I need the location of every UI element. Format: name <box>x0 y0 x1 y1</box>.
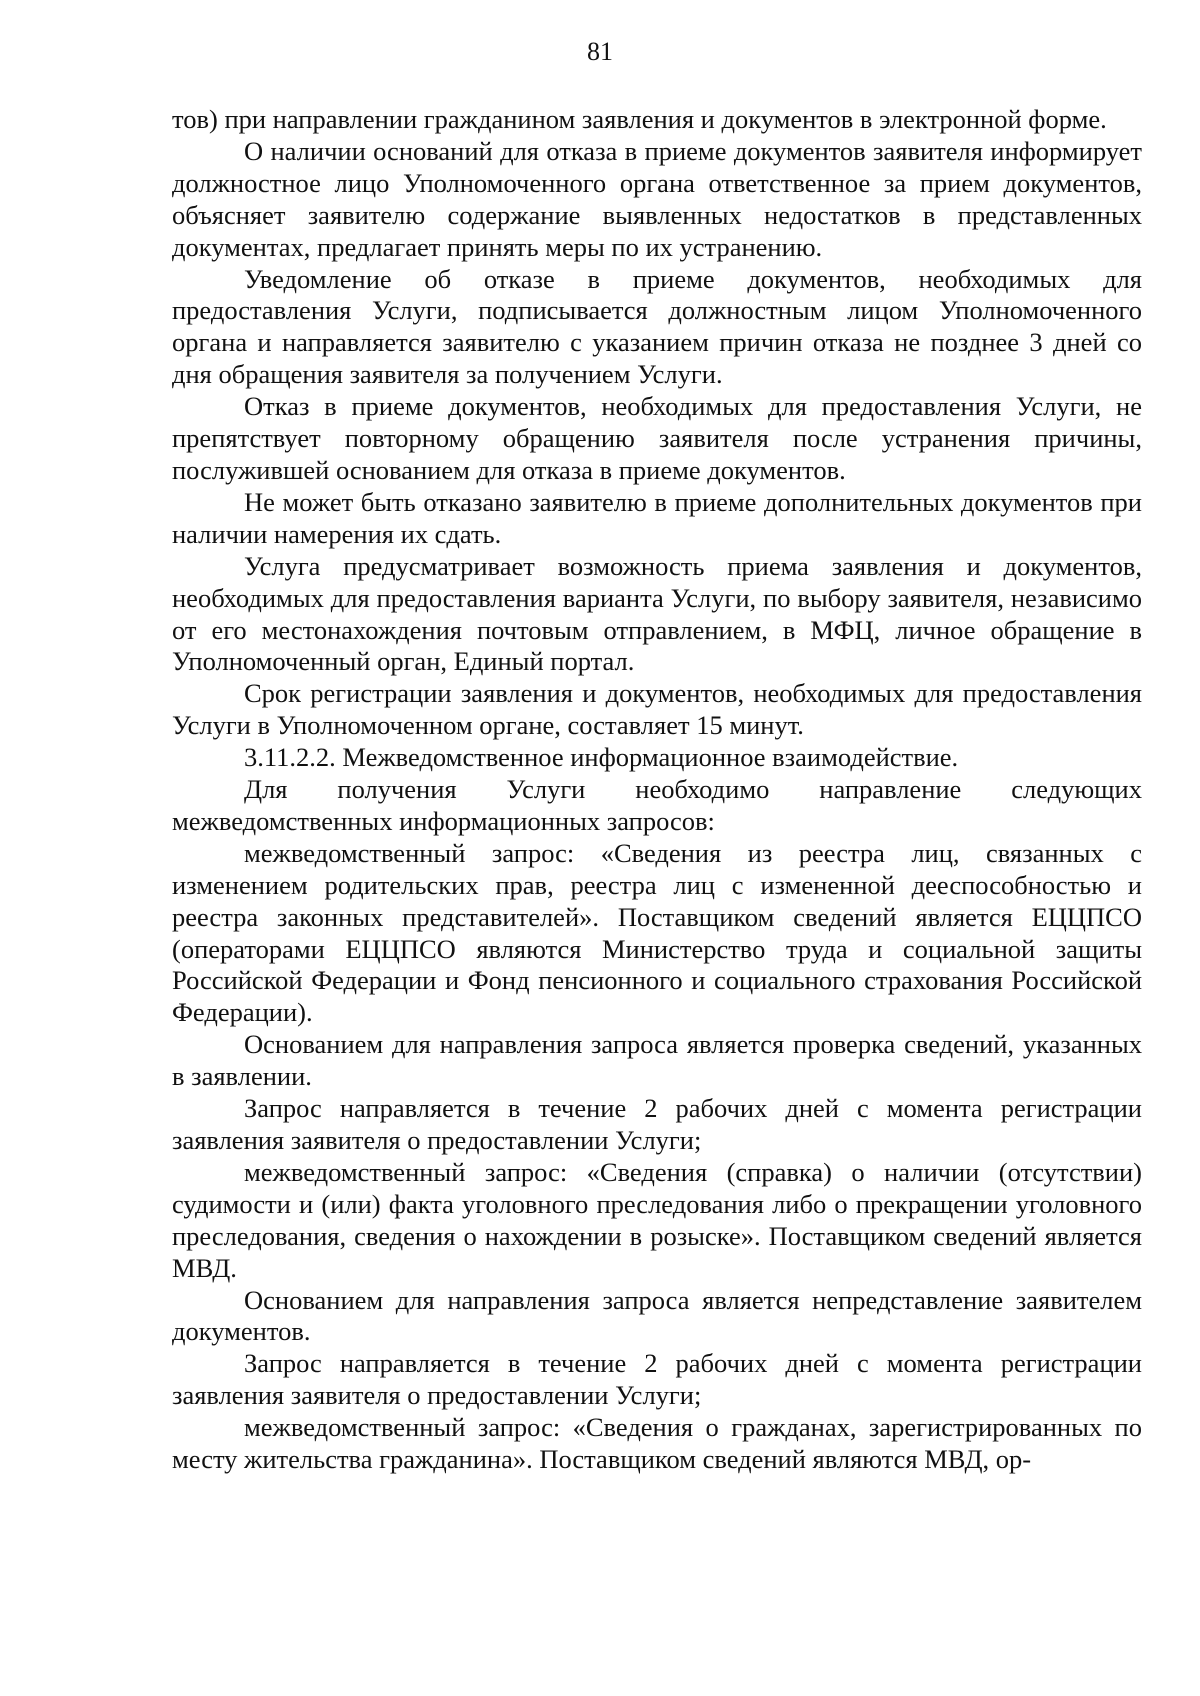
paragraph-request-criminal-record: межведомственный запрос: «Сведения (справка) о наличии (отсутствии) судимости и (или) факта уголовного преследования либо о прекращении уголовного преследования, сведения о нахождении в розыске». Поставщиком сведений является МВД. <box>172 1156 1142 1283</box>
paragraph-requests-intro: Для получения Услуги необходимо направление следующих межведомственных информационных запросов: <box>172 774 1142 836</box>
paragraph-refusal-grounds: О наличии оснований для отказа в приеме документов заявителя информирует должностное лицо Уполномоченного органа ответственное за прием документов, объясняет заявителю содержание выявленных недостатков в представленных документах, предлагает принять меры по их устранению. <box>172 135 1142 262</box>
paragraph-request-basis-1: Основанием для направления запроса является проверка сведений, указанных в заявлении. <box>172 1029 1142 1092</box>
paragraph-refusal-notice: Уведомление об отказе в приеме документов, необходимых для предоставления Услуги, подписывается должностным лицом Уполномоченного органа и направляется заявителю с указанием причин отказа не позднее 3 дней со дня обращения заявителя за получением Услуги. <box>172 263 1142 390</box>
body-text <box>172 104 1142 1476</box>
section-heading-3-11-2-2: 3.11.2.2. Межведомственное информационное взаимодействие. <box>244 742 959 773</box>
paragraph-registration-term: Срок регистрации заявления и документов, необходимых для предоставления Услуги в Уполномоченном органе, составляет 15 минут. <box>172 678 1142 741</box>
page-number: 81 <box>587 37 613 66</box>
paragraph-request-residence: межведомственный запрос: «Сведения о гражданах, зарегистрированных по месту жительства гражданина». Поставщиком сведений являются МВД, ор- <box>172 1412 1142 1475</box>
paragraph-request-term-1: Запрос направляется в течение 2 рабочих дней с момента регистрации заявления заявителя о предоставлении Услуги; <box>172 1093 1142 1155</box>
paragraph-continuation: тов) при направлении гражданином заявления и документов в электронной форме. <box>172 104 1107 134</box>
paragraph-request-term-2: Запрос направляется в течение 2 рабочих дней с момента регистрации заявления заявителя о предоставлении Услуги; <box>172 1348 1142 1411</box>
paragraph-request-basis-2: Основанием для направления запроса является непредставление заявителем документов. <box>172 1284 1142 1347</box>
paragraph-submission-methods: Услуга предусматривает возможность приема заявления и документов, необходимых для предоставления варианта Услуги, по выбору заявителя, независимо от его местонахождения почтовым отправлением, в МФЦ, личное обращение в Уполномоченный орган, Единый портал. <box>172 550 1142 677</box>
paragraph-request-registry: межведомственный запрос: «Сведения из реестра лиц, связанных с изменением родительских прав, реестра лиц с измененной дееспособностью и реестра законных представителей». Поставщиком сведений является ЕЦЦПСО (операторами ЕЦЦПСО являются Министерство труда и социальной защиты Российской Федерации и Фонд пенсионного и социального страхования Российской Федерации). <box>172 837 1142 1028</box>
paragraph-refusal-no-obstacle: Отказ в приеме документов, необходимых для предоставления Услуги, не препятствует повторному обращению заявителя после устранения причины, послужившей основанием для отказа в приеме документов. <box>172 391 1142 485</box>
paragraph-additional-documents: Не может быть отказано заявителю в приеме дополнительных документов при наличии намерения их сдать. <box>172 486 1142 549</box>
